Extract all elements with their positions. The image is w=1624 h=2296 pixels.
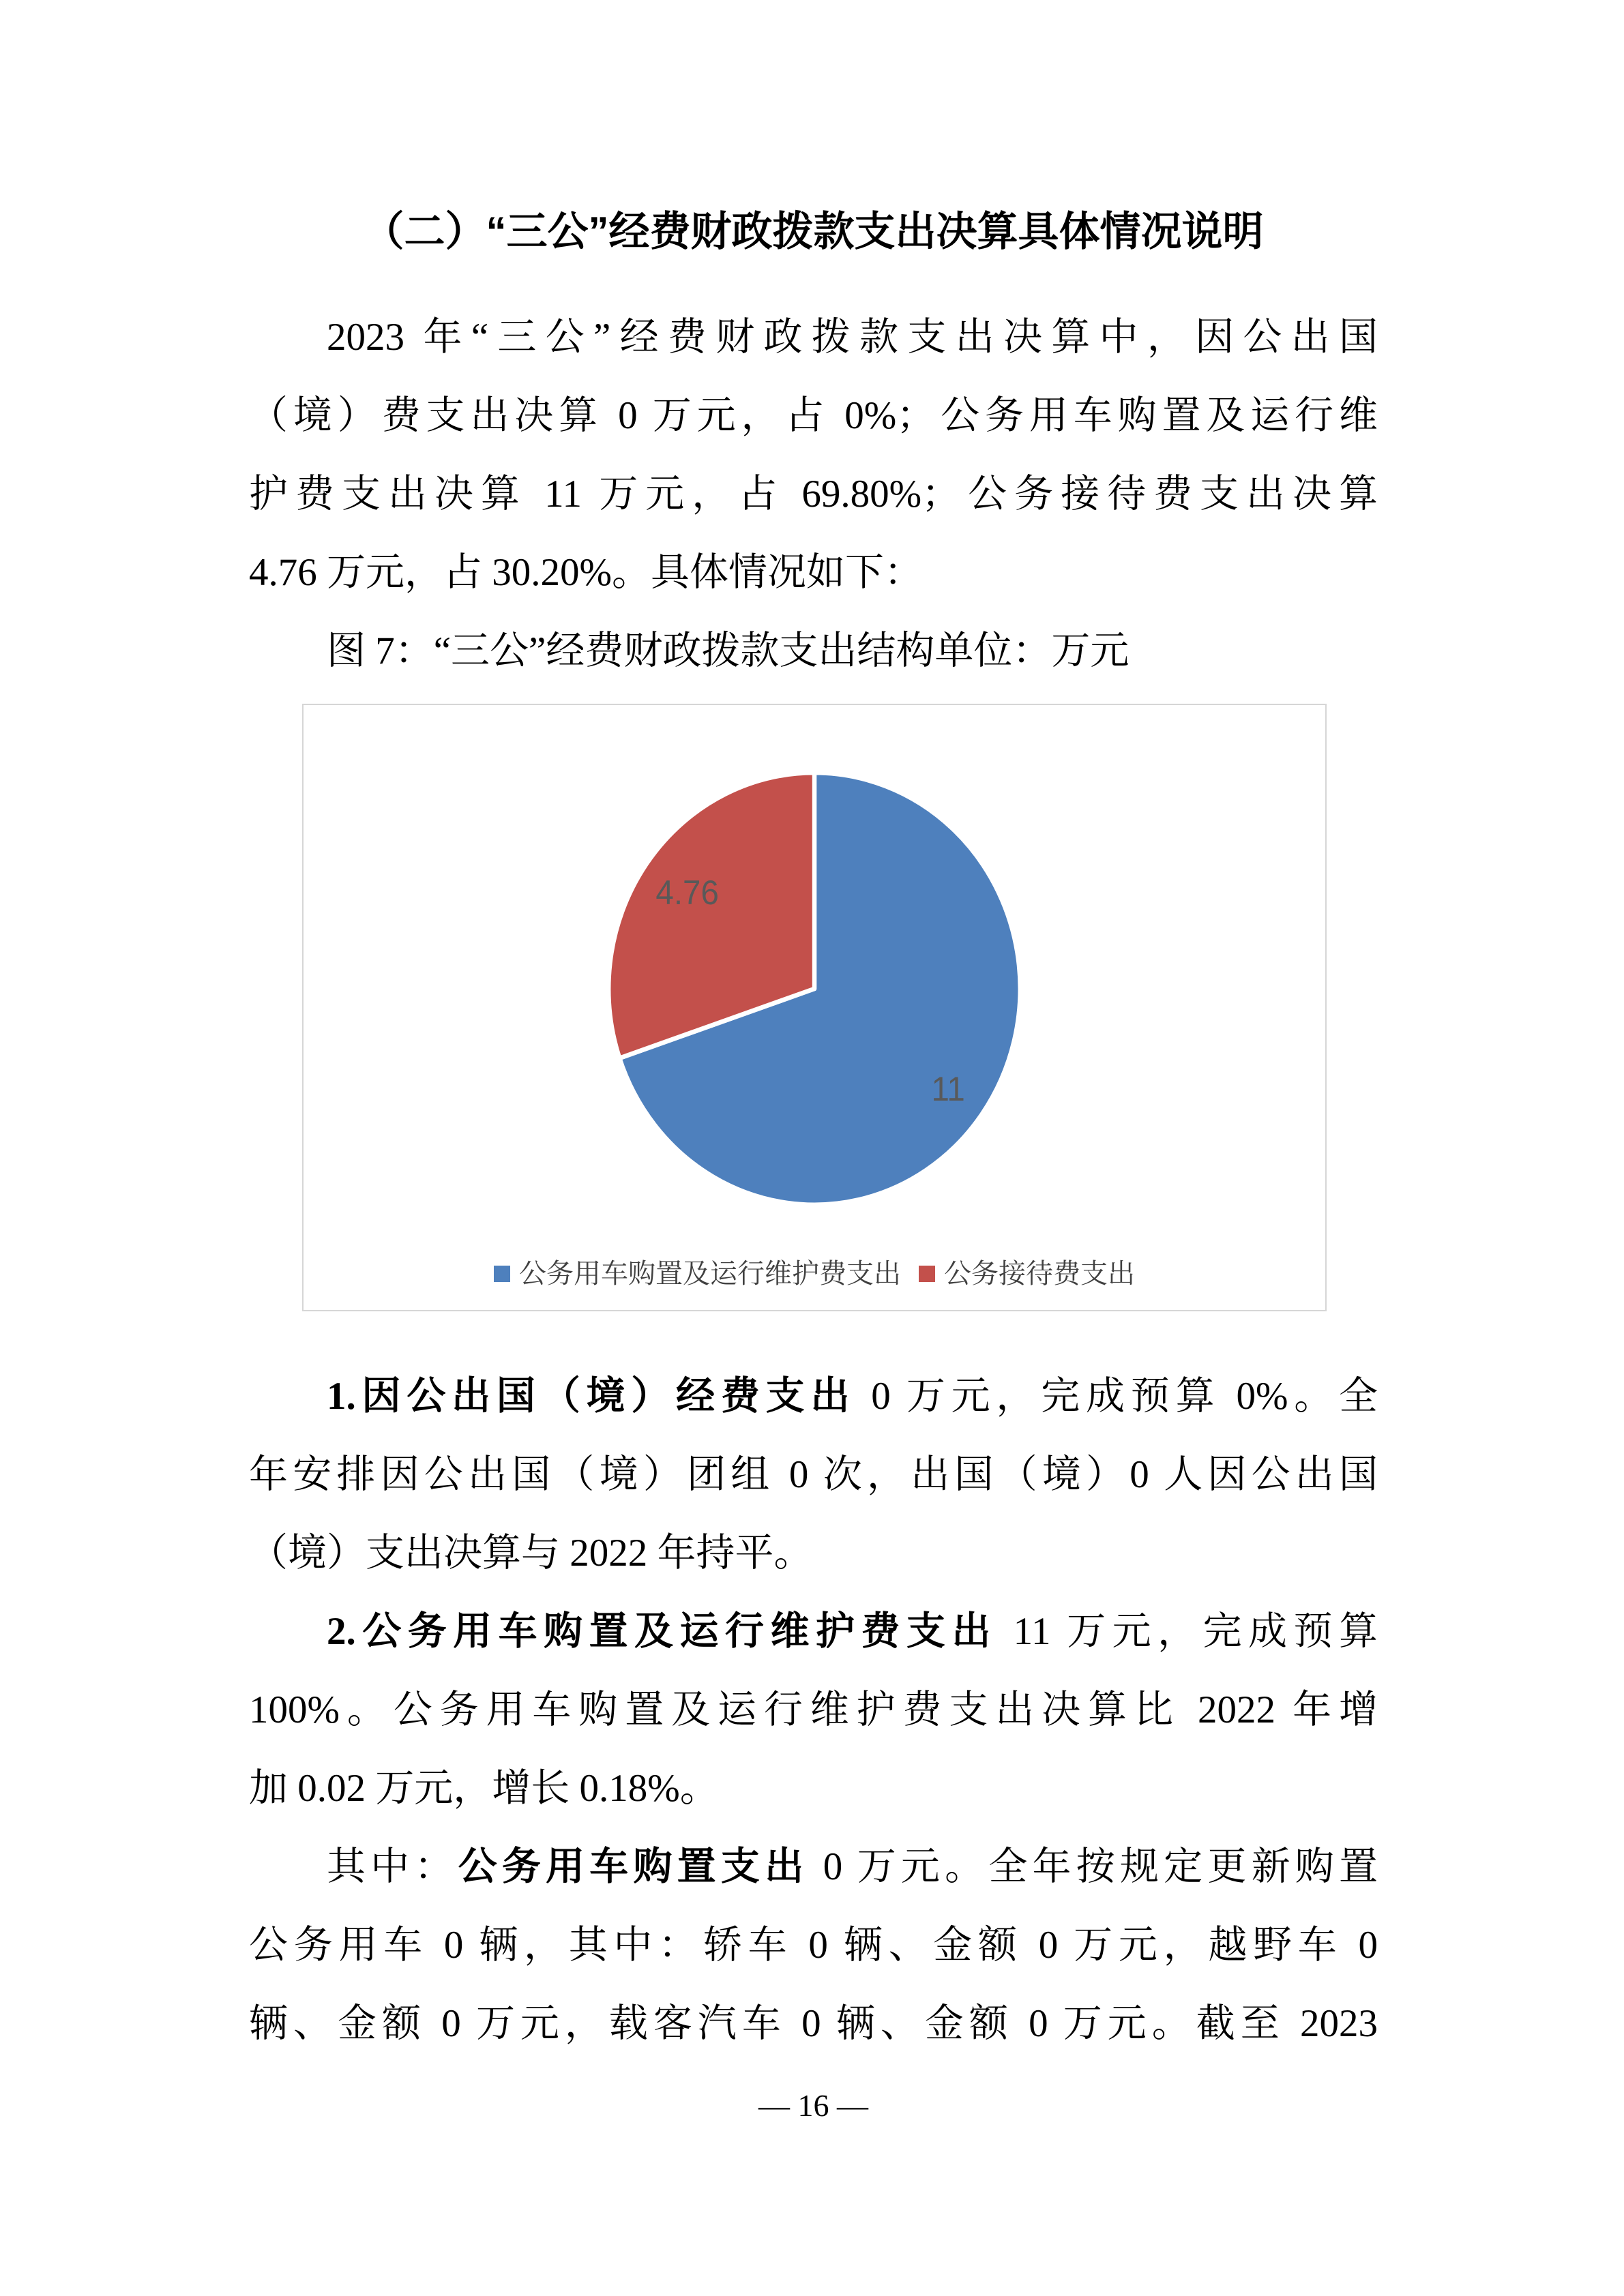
text-line	[249, 533, 1378, 612]
text-line	[249, 1906, 1378, 1984]
figure-chart-box	[302, 704, 1327, 1311]
text-segment: 护费支出决算 11 万元，占 69.80%；公务接待费支出决算	[249, 473, 1378, 516]
chart-legend	[304, 1259, 1325, 1289]
legend-label: 公务接待费支出	[944, 1258, 1135, 1289]
legend-item	[494, 1259, 901, 1289]
legend-item	[919, 1259, 1135, 1289]
text-line	[249, 612, 1378, 690]
text-segment: （境）费支出决算 0 万元，占 0%；公务用车购置及运行维	[249, 394, 1378, 437]
text-line	[249, 1749, 1378, 1828]
section-heading: （二）“三公”经费财政拨款支出决算具体情况说明	[363, 209, 1264, 254]
text-line	[249, 298, 1378, 376]
page-number: — 16 —	[758, 2088, 868, 2123]
text-segment: 图 7：“三公”经费财政拨款支出结构单位：万元	[327, 629, 1130, 672]
pie-slice-value-label: 11	[931, 1070, 965, 1109]
pie-slice-value-label: 4.76	[655, 874, 719, 912]
bold-text-segment: 公务用车购置支出	[458, 1845, 809, 1888]
text-segment: 其中：	[327, 1845, 458, 1888]
text-segment: 2023 年“三公”经费财政拨款支出决算中，因公出国	[327, 316, 1378, 359]
text-line	[249, 1435, 1378, 1514]
text-segment: 100%。公务用车购置及运行维护费支出决算比 2022 年增	[249, 1688, 1378, 1731]
text-line	[249, 1984, 1378, 2063]
bold-text-segment: 2.公务用车购置及运行维护费支出	[327, 1610, 997, 1653]
body-text-after-chart	[249, 1357, 1378, 2063]
text-line	[249, 376, 1378, 455]
legend-swatch-icon	[919, 1266, 935, 1282]
text-line	[249, 1514, 1378, 1592]
text-line	[249, 1592, 1378, 1671]
text-segment: 加 0.02 万元，增长 0.18%。	[249, 1767, 719, 1810]
text-segment: 辆、金额 0 万元，载客汽车 0 辆、金额 0 万元。截至 2023	[249, 2002, 1378, 2045]
text-line	[249, 1671, 1378, 1749]
text-segment: 11 万元，完成预算	[996, 1610, 1378, 1653]
text-line	[249, 455, 1378, 533]
text-segment: 年安排因公出国（境）团组 0 次，出国（境）0 人因公出国	[249, 1453, 1378, 1496]
text-line	[249, 1357, 1378, 1435]
bold-text-segment: 1.因公出国（境）经费支出	[327, 1375, 856, 1418]
text-segment: 0 万元。全年按规定更新购置	[808, 1845, 1378, 1888]
text-line	[249, 1828, 1378, 1906]
text-segment: 公务用车 0 辆，其中：轿车 0 辆、金额 0 万元，越野车 0	[249, 1924, 1378, 1967]
legend-swatch-icon	[494, 1266, 510, 1282]
text-segment: 4.76 万元，占 30.20%。具体情况如下：	[249, 551, 923, 594]
body-text-before-chart	[249, 298, 1378, 690]
pie-chart	[596, 760, 1033, 1218]
text-segment: （境）支出决算与 2022 年持平。	[249, 1532, 813, 1575]
legend-label: 公务用车购置及运行维护费支出	[519, 1258, 901, 1289]
text-segment: 0 万元，完成预算 0%。全	[855, 1375, 1378, 1418]
